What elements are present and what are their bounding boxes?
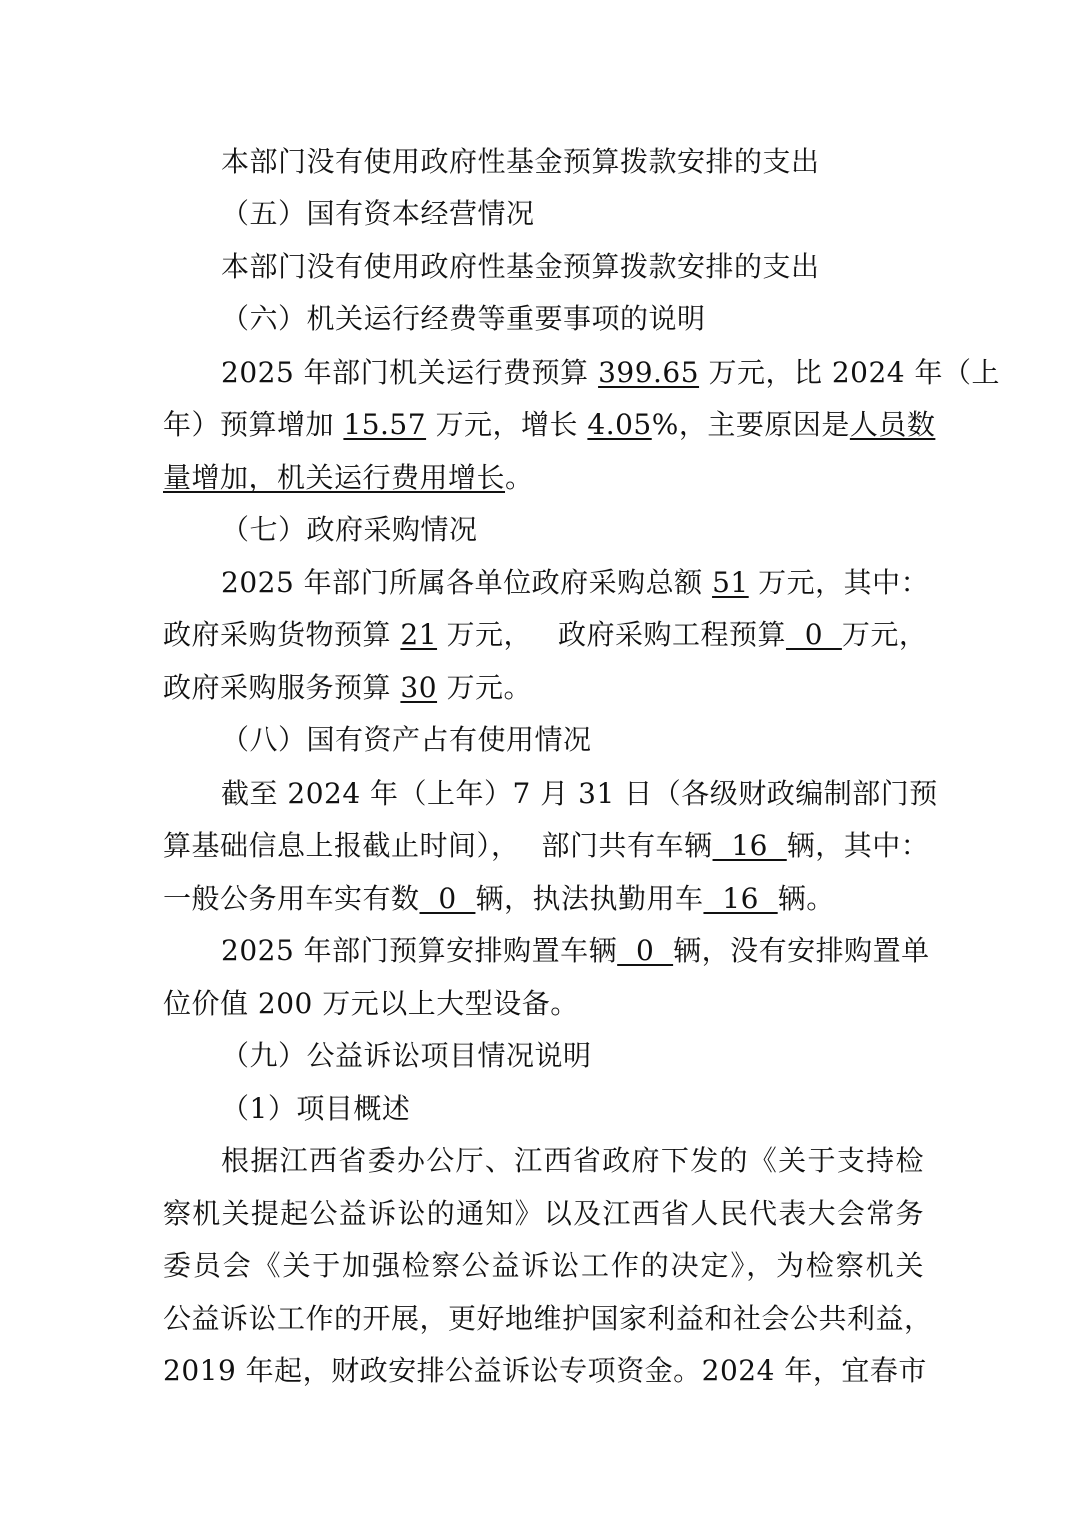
paragraph-line: 2025 年部门所属各单位政府采购总额 51 万元，其中： bbox=[221, 566, 930, 599]
section-heading-7: （七）政府采购情况 bbox=[221, 513, 478, 546]
paragraph-line: 位价值 200 万元以上大型设备。 bbox=[163, 987, 579, 1020]
section-heading-8: （八）国有资产占有使用情况 bbox=[221, 723, 592, 756]
section-heading-6: （六）机关运行经费等重要事项的说明 bbox=[221, 302, 706, 335]
paragraph-line: 截至 2024 年（上年）7 月 31 日（各级财政编制部门预 bbox=[221, 777, 938, 810]
paragraph-line: 量增加，机关运行费用增长。 bbox=[163, 461, 534, 494]
section-heading-5: （五）国有资本经营情况 bbox=[221, 197, 535, 230]
paragraph-line: 委员会《关于加强检察公益诉讼工作的决定》，为检察机关 bbox=[163, 1249, 924, 1282]
underlined-value: 16 bbox=[712, 829, 787, 862]
paragraph-line: 根据江西省委办公厅、江西省政府下发的《关于支持检 bbox=[221, 1144, 924, 1177]
underlined-value: 399.65 bbox=[598, 356, 700, 389]
paragraph-line: 年）预算增加 15.57 万元，增长 4.05%，主要原因是人员数 bbox=[163, 408, 936, 441]
paragraph-line: 算基础信息上报截止时间）， 部门共有车辆 16 辆，其中： bbox=[163, 829, 930, 862]
underlined-value: 4.05 bbox=[587, 408, 652, 441]
paragraph-line: 2025 年部门机关运行费预算 399.65 万元，比 2024 年（上 bbox=[221, 356, 1001, 389]
underlined-value: 30 bbox=[400, 671, 438, 704]
paragraph-line: 2019 年起，财政安排公益诉讼专项资金。2024 年，宜春市 bbox=[163, 1354, 927, 1387]
section-heading-9: （九）公益诉讼项目情况说明 bbox=[221, 1039, 592, 1072]
subsection-heading: （1）项目概述 bbox=[221, 1092, 411, 1125]
underlined-value: 21 bbox=[400, 618, 438, 651]
underlined-value: 51 bbox=[712, 566, 749, 599]
paragraph-line: 察机关提起公益诉讼的通知》以及江西省人民代表大会常务 bbox=[163, 1197, 924, 1230]
underlined-text: 量增加，机关运行费用增长 bbox=[163, 461, 506, 494]
paragraph-line: 2025 年部门预算安排购置车辆 0 辆，没有安排购置单 bbox=[221, 934, 930, 967]
paragraph-line: 本部门没有使用政府性基金预算拨款安排的支出 bbox=[221, 145, 820, 178]
underlined-value: 16 bbox=[703, 882, 778, 915]
underlined-value: 0 bbox=[419, 882, 476, 915]
underlined-value: 0 bbox=[785, 618, 842, 651]
paragraph-line: 一般公务用车实有数 0 辆，执法执勤用车 16 辆。 bbox=[163, 882, 835, 915]
underlined-value: 15.57 bbox=[343, 408, 427, 441]
underlined-text: 人员数 bbox=[849, 408, 936, 441]
paragraph-line: 政府采购货物预算 21 万元， 政府采购工程预算 0 万元， bbox=[163, 618, 928, 651]
paragraph-line: 政府采购服务预算 30 万元。 bbox=[163, 671, 532, 704]
underlined-value: 0 bbox=[617, 934, 674, 967]
paragraph-line: 公益诉讼工作的开展，更好地维护国家利益和社会公共利益， bbox=[163, 1302, 933, 1335]
paragraph-line: 本部门没有使用政府性基金预算拨款安排的支出 bbox=[221, 250, 820, 283]
